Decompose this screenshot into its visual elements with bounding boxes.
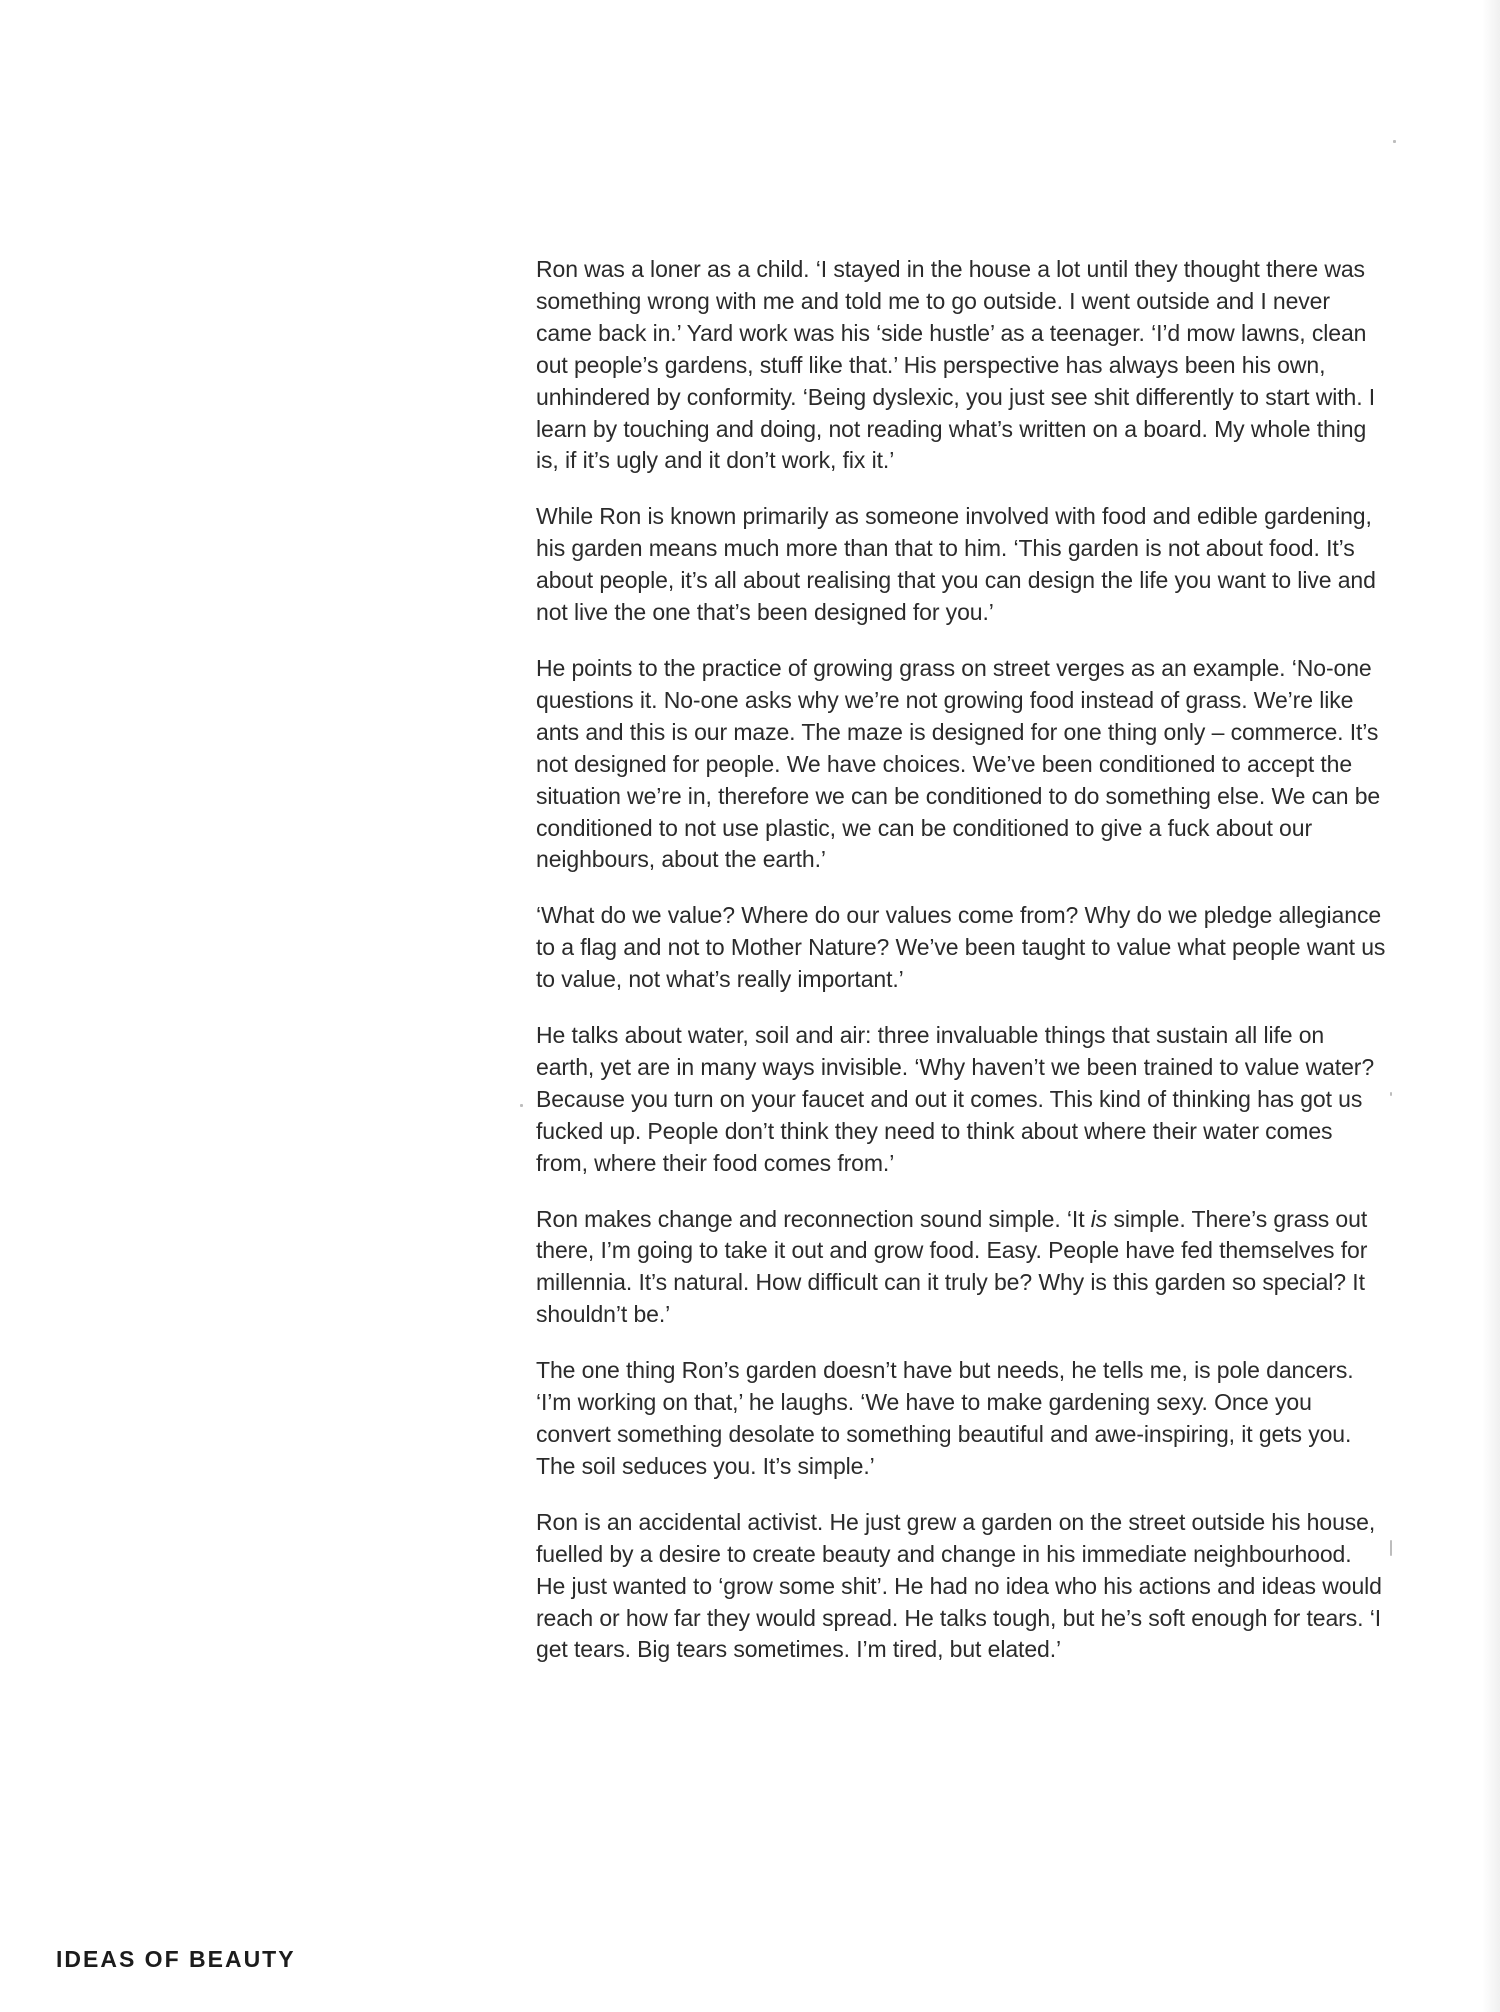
paragraph-pole-dancers: The one thing Ron’s garden doesn’t have but needs, he tells me, is pole dancers. ‘I’m working on that,’ he laughs. ‘We have to make gardening sexy. Once you convert something desolate to something beautiful and awe-inspiring, it gets you. The soil seduces you. It’s simple.’ <box>536 1357 1354 1479</box>
paragraph-childhood: Ron was a loner as a child. ‘I stayed in the house a lot until they thought there was something wrong with me and told me to go outside. I went outside and I never came back in.’ Yard work was his ‘side hustle’ as a teenager. ‘I’d mow lawns, clean out people’s gardens, stuff like that.’ His perspective has always been his own, unhindered by conformity. ‘Being dyslexic, you just see shit differently to start with. I learn by touching and doing, not reading what’s written on a board. My whole thing is, if it’s ugly and it don’t work, fix it.’ <box>536 256 1376 474</box>
paragraph-values: ‘What do we value? Where do our values come from? Why do we pledge allegiance to a flag and not to Mother Nature? We’ve been taught to value what people want us to value, not what’s really important.’ <box>536 902 1386 993</box>
paragraph-simple-start: Ron makes change and reconnection sound simple. ‘It <box>536 1205 1091 1232</box>
paragraph-water-soil-air: He talks about water, soil and air: three invaluable things that sustain all life on earth, yet are in many ways invisible. ‘Why haven’t we been trained to value water? Because you turn on your faucet and out it comes. This kind of thinking has got us fucked up. People don’t think they need to think about where their water comes from, where their food comes from.’ <box>536 1022 1375 1176</box>
scan-speck <box>1393 140 1396 143</box>
scan-speck <box>1390 1540 1392 1556</box>
paragraph-simple-emphasis: is <box>1090 1205 1108 1232</box>
paragraph-simple <box>536 1204 1386 1332</box>
scan-speck <box>1390 1092 1392 1096</box>
paragraph-street-verges: He points to the practice of growing grass on street verges as an example. ‘No-one questions it. No-one asks why we’re not growing food instead of grass. We’re like ants and this is our maze. The maze is designed for one thing only – commerce. It’s not designed for people. We have choices. We’ve been conditioned to accept the situation we’re in, therefore we can be conditioned to do something else. We can be conditioned to not use plastic, we can be conditioned to give a fuck about our neighbours, about the earth.’ <box>536 654 1381 873</box>
paragraph-accidental-activist: Ron is an accidental activist. He just grew a garden on the street outside his house, fuelled by a desire to create beauty and change in his immediate neighbourhood. He just wanted to ‘grow some shit’. He had no idea who his actions and ideas would reach or how far they would spread. He talks tough, but he’s soft enough for tears. ‘I get tears. Big tears sometimes. I’m tired, but elated.’ <box>536 1508 1382 1663</box>
paragraph-simple-end: simple. There’s grass out there, I’m going to take it out and grow food. Easy. People have fed themselves for millennia. It’s natural. How difficult can it truly be? Why is this garden so special? It shouldn’t be.’ <box>536 1205 1368 1328</box>
article-body <box>536 254 1386 1690</box>
scan-speck <box>520 1104 523 1107</box>
page-edge-shadow <box>1482 0 1500 2012</box>
running-footer-section-title: IDEAS OF BEAUTY <box>56 1946 296 1972</box>
paragraph-garden-meaning: While Ron is known primarily as someone involved with food and edible gardening, his garden means much more than that to him. ‘This garden is not about food. It’s about people, it’s all about realising that you can design the life you want to live and not live the one that’s been designed for you.’ <box>536 503 1376 626</box>
